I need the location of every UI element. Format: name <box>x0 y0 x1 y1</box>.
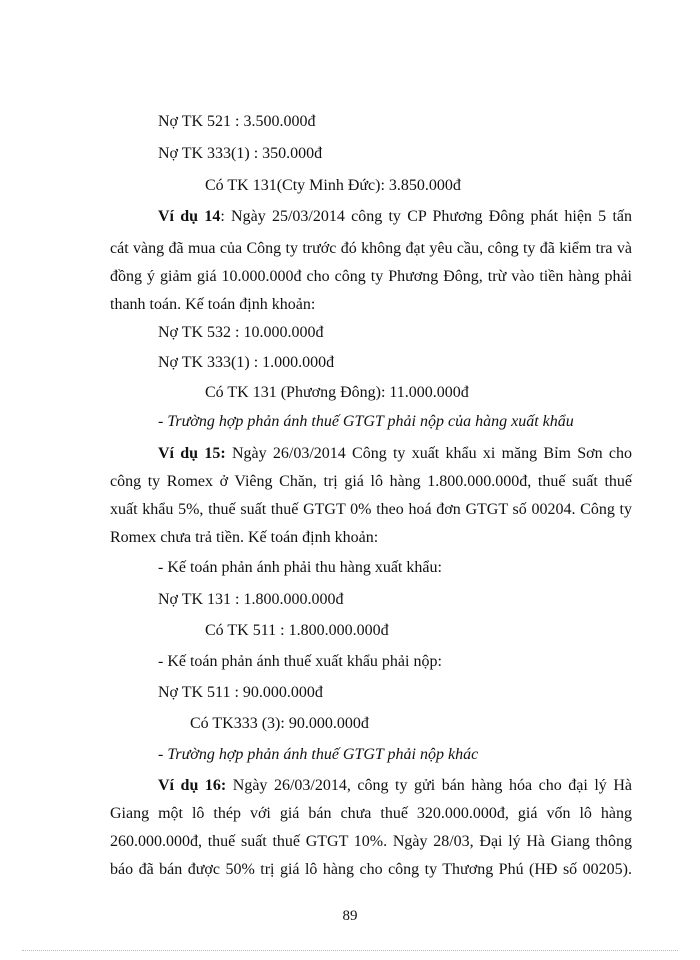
example-14-line-2: cát vàng đã mua của Công ty trước đó không đạt yêu cầu, công ty đã kiểm tra và <box>110 240 632 257</box>
example-16-line-1 <box>158 776 632 796</box>
example-16-line-4: báo đã bán được 50% trị giá lô hàng cho công ty Thương Phú (HĐ số 00205). <box>110 861 632 878</box>
example-14-label: Ví dụ 14 <box>158 208 221 225</box>
page-number: 89 <box>342 908 358 924</box>
example-15-label: Ví dụ 15: <box>158 445 226 462</box>
section-note-other: - Trường hợp phản ánh thuế GTGT phải nộp khác <box>158 746 479 763</box>
entry-debit-333: Nợ TK 333(1) : 350.000đ <box>158 145 323 162</box>
example-15-line-2: công ty Romex ở Viêng Chăn, trị giá lô hàng 1.800.000.000đ, thuế suất thuế <box>110 473 632 490</box>
section-note-export: - Trường hợp phản ánh thuế GTGT phải nộp của hàng xuất khẩu <box>158 413 574 430</box>
example-15-line-4: Romex chưa trả tiền. Kế toán định khoản: <box>110 529 379 546</box>
entry-debit-333-b: Nợ TK 333(1) : 1.000.000đ <box>158 354 335 371</box>
page-bottom-divider <box>22 950 678 951</box>
entry-debit-532: Nợ TK 532 : 10.000.000đ <box>158 324 324 341</box>
entry-debit-511: Nợ TK 511 : 90.000.000đ <box>158 684 323 701</box>
example-14-line-1 <box>158 207 632 227</box>
entry-credit-131-b: Có TK 131 (Phương Đông): 11.000.000đ <box>205 384 469 401</box>
example-14-line-4: thanh toán. Kế toán định khoản: <box>110 296 316 313</box>
example-14-line-3: đồng ý giảm giá 10.000.000đ cho công ty Phương Đông, trừ vào tiền hàng phải <box>110 268 632 285</box>
entry-debit-131: Nợ TK 131 : 1.800.000.000đ <box>158 591 344 608</box>
example-16-label: Ví dụ 16: <box>158 777 227 794</box>
example-16-line-2: Giang một lô thép với giá bán chưa thuế 320.000.000đ, giá vốn lô hàng <box>110 805 632 822</box>
example-16-text-1: Ngày 26/03/2014, công ty gửi bán hàng hóa cho đại lý Hà <box>226 777 633 794</box>
step-export-tax: - Kế toán phản ánh thuế xuất khẩu phải nộp: <box>158 653 442 670</box>
example-15-text-1: Ngày 26/03/2014 Công ty xuất khẩu xi măng Bỉm Sơn cho <box>225 445 633 462</box>
step-receivable-export: - Kế toán phản ánh phải thu hàng xuất khẩu: <box>158 559 442 576</box>
example-15-line-3: xuất khẩu 5%, thuế suất thuế GTGT 0% theo hoá đơn GTGT số 00204. Công ty <box>110 501 632 518</box>
example-15-line-1 <box>158 444 632 464</box>
example-14-text-1: : Ngày 25/03/2014 công ty CP Phương Đông phát hiện 5 tấn <box>220 208 632 225</box>
example-16-line-3: 260.000.000đ, thuế suất thuế GTGT 10%. Ngày 28/03, Đại lý Hà Giang thông <box>110 833 632 850</box>
entry-credit-511: Có TK 511 : 1.800.000.000đ <box>205 622 389 639</box>
entry-debit-521: Nợ TK 521 : 3.500.000đ <box>158 113 316 130</box>
entry-credit-3333: Có TK333 (3): 90.000.000đ <box>190 715 369 732</box>
entry-credit-131: Có TK 131(Cty Minh Đức): 3.850.000đ <box>205 177 461 194</box>
